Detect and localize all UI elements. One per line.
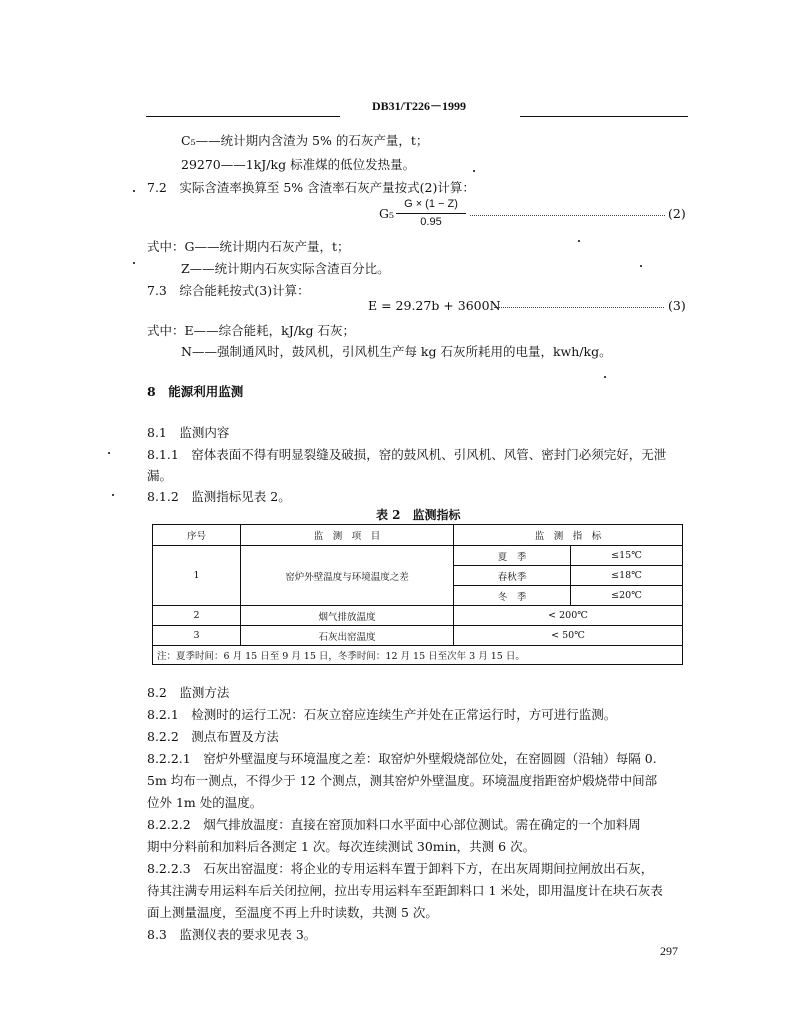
definition-29270: 29270——1kJ/kg 标准煤的低位发热量。: [181, 157, 416, 172]
clause-8-1: 8.1 监测内容: [147, 425, 230, 440]
scan-speck: [108, 452, 110, 454]
equation-2-leader: [470, 206, 665, 216]
equation-3-number: (3): [668, 298, 686, 313]
season-summer: 夏 季: [454, 546, 571, 566]
table-header-row: [153, 525, 683, 546]
scan-speck: [112, 494, 114, 496]
clause-8-2-2-1: 8.2.2.1 窑炉外壁温度与环境温度之差：取窑炉外壁煅烧部位处，在窑圆圆（沿轴）每隔 0.: [147, 751, 657, 766]
equation-2-numerator: G × (1 − Z): [404, 198, 458, 210]
row3-value: < 50℃: [454, 626, 683, 646]
season-spring-autumn-value: ≤18℃: [571, 566, 683, 586]
page-number: 297: [660, 944, 678, 958]
season-spring-autumn: 春秋季: [454, 566, 571, 586]
header-item: 监 测 项 目: [241, 525, 454, 546]
where-g: 式中：G——统计期内石灰产量，t；: [147, 239, 350, 254]
document-code: DB31/T226－1999: [372, 99, 467, 113]
row2-no: 2: [153, 606, 241, 626]
scan-speck: [133, 190, 135, 192]
clause-8-2-1: 8.2.1 检测时的运行工况：石灰立窑应连续生产并处在正常运行时，方可进行监测。: [147, 707, 617, 722]
equation-2-number: (2): [668, 206, 686, 221]
header-no: 序号: [153, 525, 241, 546]
clause-8-2-2: 8.2.2 测点布置及方法: [147, 729, 279, 744]
clause-8-1-2: 8.1.2 监测指标见表 2。: [147, 489, 291, 504]
season-winter-value: ≤20℃: [571, 586, 683, 606]
where-n: N——强制通风时，鼓风机，引风机生产每 kg 石灰所耗用的电量，kwh/kg。: [181, 344, 612, 359]
clause-8-1-1-cont: 漏。: [147, 468, 173, 483]
monitoring-index-table: [152, 524, 683, 665]
section-8-title: 8 能源利用监测: [147, 384, 244, 399]
scan-speck: [640, 265, 642, 267]
clause-8-2-2-2-cont: 期中分料前和加料后各测定 1 次。每次连续测试 30min，共测 6 次。: [147, 839, 536, 854]
table-note-row: [153, 646, 683, 665]
clause-8-2-2-1-cont2: 位外 1m 处的温度。: [147, 795, 263, 810]
clause-7-2: 7.2 实际含渣率换算至 5% 含渣率石灰产量按式(2)计算：: [147, 180, 475, 195]
clause-8-2-2-3-cont1: 待其注满专用运料车后关闭拉闸，拉出专用运料车至距卸料口 1 米处，即用温度计在块石灰表: [147, 883, 663, 898]
row3-item: 石灰出窑温度: [241, 626, 454, 646]
season-winter: 冬 季: [454, 586, 571, 606]
table-2-title: 表 2 监测指标: [376, 508, 461, 522]
header-rule-right: [520, 116, 688, 117]
where-z: Z——统计期内石灰实际含渣百分比。: [181, 261, 390, 276]
scan-speck: [473, 170, 475, 172]
row1-no: 1: [153, 546, 241, 606]
clause-8-3: 8.3 监测仪表的要求见表 3。: [147, 927, 317, 942]
table-note: 注：夏季时间：6 月 15 日至 9 月 15 日，冬季时间：12 月 15 日至次年 3 月 15 日。: [153, 646, 683, 665]
scan-speck: [578, 240, 580, 242]
equation-2-denominator: 0.95: [420, 216, 442, 228]
row1-item: 窑炉外壁温度与环境温度之差: [241, 546, 454, 606]
clause-8-2-2-1-cont1: 5m 均布一测点，不得少于 12 个测点，测其窑炉外壁温度。环境温度指距窑炉煅烧带中间部: [147, 773, 658, 788]
row3-no: 3: [153, 626, 241, 646]
table-row: [153, 546, 683, 566]
header-index: 监 测 指 标: [454, 525, 683, 546]
where-e: 式中：E——综合能耗，kJ/kg 石灰；: [147, 323, 355, 338]
season-summer-value: ≤15℃: [571, 546, 683, 566]
clause-8-2: 8.2 监测方法: [147, 685, 230, 700]
equation-2-fraction-bar: [396, 213, 466, 214]
equation-2-lhs: G₅: [379, 206, 394, 221]
equation-3-leader: [494, 298, 664, 308]
definition-c5: C₅——统计期内含渣为 5% 的石灰产量，t；: [181, 133, 429, 148]
equation-3: E = 29.27b + 3600N: [368, 298, 501, 313]
row2-item: 烟气排放温度: [241, 606, 454, 626]
clause-8-1-1: 8.1.1 窑体表面不得有明显裂缝及破损，窑的鼓风机、引风机、风管、密封门必须完好，无泄: [147, 447, 667, 462]
header-rule-left: [146, 116, 340, 117]
table-row: [153, 606, 683, 626]
table-row: [153, 626, 683, 646]
row2-value: < 200℃: [454, 606, 683, 626]
clause-8-2-2-3: 8.2.2.3 石灰出窑温度：将企业的专用运料车置于卸料下方，在出灰周期间拉闸放出石灰，: [147, 861, 654, 876]
clause-8-2-2-2: 8.2.2.2 烟气排放温度：直接在窑顶加料口水平面中心部位测试。需在确定的一个加料周: [147, 817, 641, 832]
scan-speck: [604, 376, 606, 378]
scan-speck: [133, 262, 135, 264]
clause-7-3: 7.3 综合能耗按式(3)计算：: [147, 283, 310, 298]
clause-8-2-2-3-cont2: 面上测量温度，至温度不再上升时读数，共测 5 次。: [147, 905, 438, 920]
